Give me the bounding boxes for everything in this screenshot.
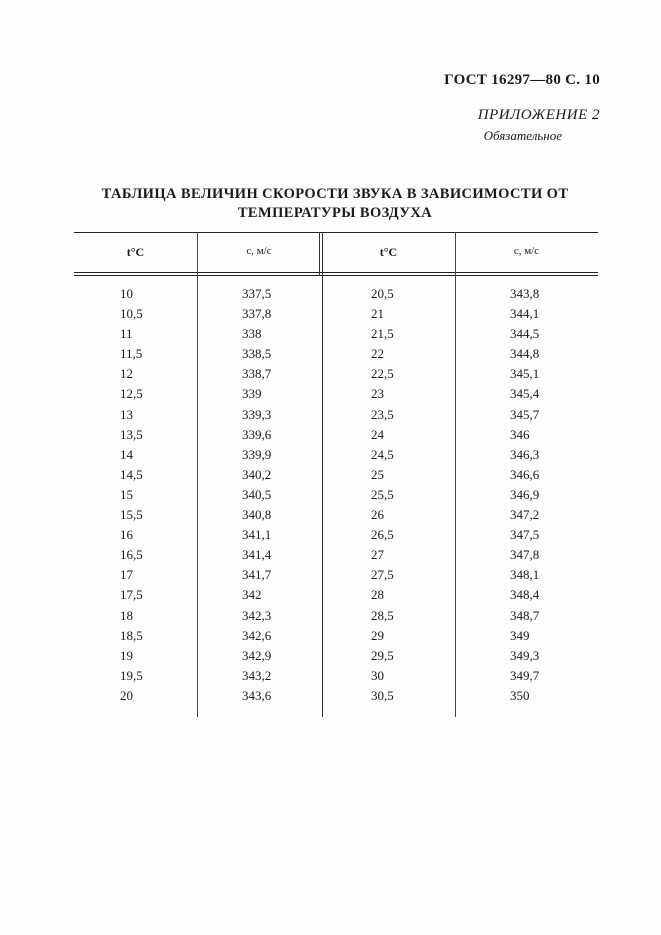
speed-cell: 340,8 (242, 507, 272, 523)
speed-cell: 347,8 (510, 547, 540, 563)
temperature-cell: 21,5 (371, 326, 394, 342)
header-temperature-2: t°C (379, 245, 398, 259)
table-row (74, 304, 598, 324)
temperature-cell: 28 (371, 587, 384, 603)
table-row (74, 324, 598, 344)
temperature-cell: 16,5 (120, 547, 143, 563)
table-row (74, 505, 598, 525)
temperature-cell: 13 (120, 406, 133, 422)
temperature-cell: 19 (120, 647, 133, 663)
temperature-cell: 27 (371, 547, 384, 563)
speed-cell: 346,3 (510, 446, 540, 462)
speed-cell: 338,7 (242, 366, 272, 382)
temperature-cell: 15 (120, 486, 133, 502)
temperature-cell: 23,5 (371, 406, 394, 422)
table-row (74, 666, 598, 686)
speed-cell: 348,1 (510, 567, 540, 583)
temperature-cell: 29 (371, 627, 384, 643)
appendix-status: Обязательное (483, 128, 562, 143)
speed-cell: 339,9 (242, 446, 272, 462)
table-row (74, 545, 598, 565)
temperature-cell: 25,5 (371, 486, 394, 502)
speed-cell: 344,1 (510, 306, 540, 322)
temperature-cell: 25 (371, 466, 384, 482)
appendix-label: ПРИЛОЖЕНИЕ 2 (477, 107, 600, 123)
table-row (74, 606, 598, 626)
temperature-cell: 14 (120, 446, 133, 462)
table-row (74, 485, 598, 505)
speed-cell: 337,8 (242, 306, 272, 322)
speed-cell: 345,1 (510, 366, 540, 382)
table-row (74, 525, 598, 545)
speed-cell: 339 (242, 386, 262, 402)
table-row (74, 565, 598, 585)
speed-cell: 343,8 (510, 286, 540, 301)
speed-cell: 348,4 (510, 587, 540, 603)
speed-cell: 347,2 (510, 507, 540, 523)
temperature-cell: 30,5 (371, 687, 394, 703)
temperature-cell: 18,5 (120, 627, 143, 643)
header-temperature-1: t°C (126, 245, 145, 259)
speed-cell: 343,2 (242, 667, 272, 683)
speed-cell: 343,6 (242, 687, 272, 703)
temperature-cell: 10,5 (120, 306, 143, 322)
speed-cell: 342,6 (242, 627, 272, 643)
temperature-cell: 12,5 (120, 386, 143, 402)
temperature-cell: 19,5 (120, 667, 143, 683)
speed-cell: 346,6 (510, 466, 540, 482)
table-top-rule (74, 232, 598, 233)
table-row (74, 686, 598, 706)
speed-cell: 337,5 (242, 286, 272, 301)
speed-of-sound-table (74, 232, 598, 717)
temperature-cell: 10 (120, 286, 133, 301)
speed-cell: 341,7 (242, 567, 272, 583)
table-row (74, 585, 598, 605)
speed-cell: 344,5 (510, 326, 540, 342)
temperature-cell: 26 (371, 507, 384, 523)
speed-cell: 349,3 (510, 647, 540, 663)
header-speed-1: c, м/с (246, 245, 272, 257)
temperature-cell: 22,5 (371, 366, 394, 382)
standard-code-page-number: ГОСТ 16297—80 С. 10 (444, 72, 600, 88)
temperature-cell: 30 (371, 667, 384, 683)
temperature-cell: 11 (120, 326, 133, 342)
table-title (90, 185, 580, 223)
temperature-cell: 18 (120, 607, 133, 623)
table-row (74, 465, 598, 485)
speed-cell: 342,9 (242, 647, 272, 663)
speed-cell: 345,4 (510, 386, 540, 402)
speed-cell: 344,8 (510, 346, 540, 362)
temperature-cell: 13,5 (120, 426, 143, 442)
speed-cell: 338 (242, 326, 262, 342)
temperature-cell: 14,5 (120, 466, 143, 482)
temperature-cell: 17 (120, 567, 133, 583)
table-row (74, 445, 598, 465)
table-row (74, 384, 598, 404)
temperature-cell: 29,5 (371, 647, 394, 663)
temperature-cell: 11,5 (120, 346, 143, 362)
table-header-rule (74, 272, 598, 273)
table-row (74, 344, 598, 364)
temperature-cell: 20,5 (371, 286, 394, 301)
speed-cell: 349,7 (510, 667, 540, 683)
temperature-cell: 21 (371, 306, 384, 322)
speed-cell: 339,3 (242, 406, 272, 422)
speed-cell: 342,3 (242, 607, 272, 623)
speed-cell: 348,7 (510, 607, 540, 623)
header-speed-2: c, м/с (513, 245, 540, 257)
speed-cell: 341,1 (242, 527, 272, 543)
table-title-line-2: ТЕМПЕРАТУРЫ ВОЗДУХА (237, 205, 433, 221)
temperature-cell: 20 (120, 687, 133, 703)
table-header-rule-double (74, 275, 598, 276)
speed-cell: 346 (510, 426, 530, 442)
speed-cell: 341,4 (242, 547, 272, 563)
temperature-cell: 26,5 (371, 527, 394, 543)
table-body (74, 284, 598, 706)
temperature-cell: 16 (120, 527, 133, 543)
speed-cell: 349 (510, 627, 530, 643)
table-row (74, 425, 598, 445)
speed-cell: 340,2 (242, 466, 272, 482)
table-row (74, 405, 598, 425)
speed-cell: 340,5 (242, 486, 272, 502)
speed-cell: 338,5 (242, 346, 272, 362)
temperature-cell: 12 (120, 366, 133, 382)
temperature-cell: 22 (371, 346, 384, 362)
speed-cell: 347,5 (510, 527, 540, 543)
temperature-cell: 24 (371, 426, 384, 442)
table-row (74, 646, 598, 666)
table-title-line-1: ТАБЛИЦА ВЕЛИЧИН СКОРОСТИ ЗВУКА В ЗАВИСИМОСТИ ОТ (101, 186, 569, 202)
speed-cell: 345,7 (510, 406, 540, 422)
temperature-cell: 24,5 (371, 446, 394, 462)
speed-cell: 342 (242, 587, 262, 603)
table-row (74, 626, 598, 646)
temperature-cell: 15,5 (120, 507, 143, 523)
table-row (74, 284, 598, 304)
speed-cell: 346,9 (510, 486, 540, 502)
speed-cell: 339,6 (242, 426, 272, 442)
temperature-cell: 23 (371, 386, 384, 402)
temperature-cell: 27,5 (371, 567, 394, 583)
speed-cell: 350 (510, 687, 530, 703)
temperature-cell: 28,5 (371, 607, 394, 623)
temperature-cell: 17,5 (120, 587, 143, 603)
table-row (74, 364, 598, 384)
